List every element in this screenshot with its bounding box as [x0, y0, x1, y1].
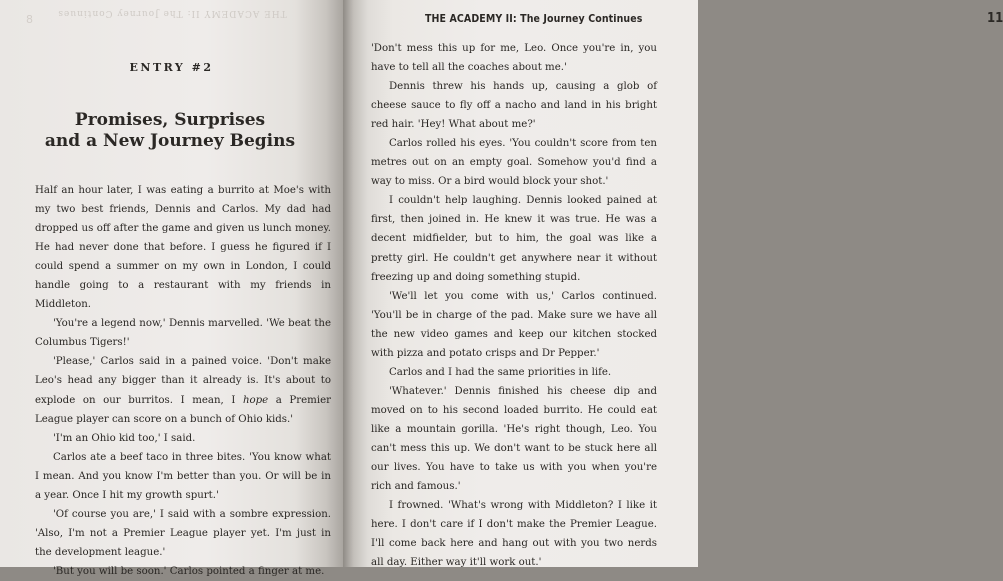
paragraph: 'Of course you are,' I said with a sombre expression. 'Also, I'm not a Premier League player yet. I'm just in the development league.': [35, 508, 331, 558]
paragraph: 'You're a legend now,' Dennis marvelled. 'We beat the Columbus Tigers!': [35, 318, 331, 349]
emphasis-text: hope: [242, 394, 269, 406]
paragraph: I couldn't help laughing. Dennis looked pained at first, then joined in. He knew it was true. He was a decent midfielder, but to him, the goal was like a pretty girl. He couldn't get anywhere near it without freezing up and doing something stupid.: [371, 195, 657, 283]
paragraph: 'Whatever.' Dennis finished his cheese dip and moved on to his second loaded burrito. He could eat like a mountain gorilla. 'He's right though, Leo. You can't mess this up. We don't want to be stuck here all our lives. You have to take us with you when you're rich and famous.': [371, 385, 657, 493]
paragraph: 'I'm an Ohio kid too,' I said.: [53, 432, 196, 444]
left-body-text: [35, 181, 331, 581]
paragraph: Dennis threw his hands up, causing a glob of cheese sauce to fly off a nacho and land in his bright red hair. 'Hey! What about me?': [371, 81, 657, 131]
right-page-number: 11: [987, 11, 1003, 26]
paragraph: Half an hour later, I was eating a burrito at Moe's with my two best friends, Dennis and Carlos. My dad had dropped us off after the game and given us lunch money. He had never done that before. I guess he figured if I could spend a summer on my own in London, I could handle going to a restaurant with my friends in Middleton.: [35, 185, 331, 311]
running-head: THE ACADEMY II: The Journey Continues: [425, 13, 643, 25]
chapter-title-line-1: Promises, Surprises: [74, 110, 266, 130]
chapter-title: [40, 110, 300, 152]
right-body-text: [371, 39, 657, 572]
paragraph: 'But you will be soon.' Carlos pointed a finger at me.: [53, 565, 325, 577]
paragraph: 'We'll let you come with us,' Carlos continued. 'You'll be in charge of the pad. Make sure we have all the new video games and keep our kitchen stocked with pizza and potato crisps and Dr Pepper.': [371, 290, 657, 359]
bleed-through-text: THE ACADEMY II: The Journey Continues: [56, 8, 287, 18]
left-page-number: 8: [26, 13, 33, 26]
paragraph: Carlos rolled his eyes. 'You couldn't score from ten metres out on an empty goal. Somehow you'd find a way to miss. Or a bird would block your shot.': [371, 138, 657, 188]
entry-label: ENTRY #2: [129, 61, 214, 74]
left-page: [0, 0, 343, 577]
paragraph: I frowned. 'What's wrong with Middleton? I like it here. I don't care if I don't make the Premier League. I'll come back here and hang out with you two nerds all day. Either way it'll work out.': [371, 500, 657, 569]
chapter-title-line-2: and a New Journey Begins: [44, 131, 296, 151]
paragraph: 'Please,' Carlos said in a pained voice. 'Don't make Leo's head any bigger than it already is. It's about to explode on our burritos. I mean, I hope a Premier League player can score on a bunch of Ohio kids.': [35, 356, 331, 425]
paragraph: Carlos and I had the same priorities in life.: [389, 366, 612, 378]
paragraph: 'Don't mess this up for me, Leo. Once you're in, you have to tell all the coaches about me.': [371, 43, 657, 74]
paragraph: Carlos ate a beef taco in three bites. 'You know what I mean. And you know I'm better than you. Or will be in a year. Once I hit my growth spurt.': [35, 451, 331, 501]
